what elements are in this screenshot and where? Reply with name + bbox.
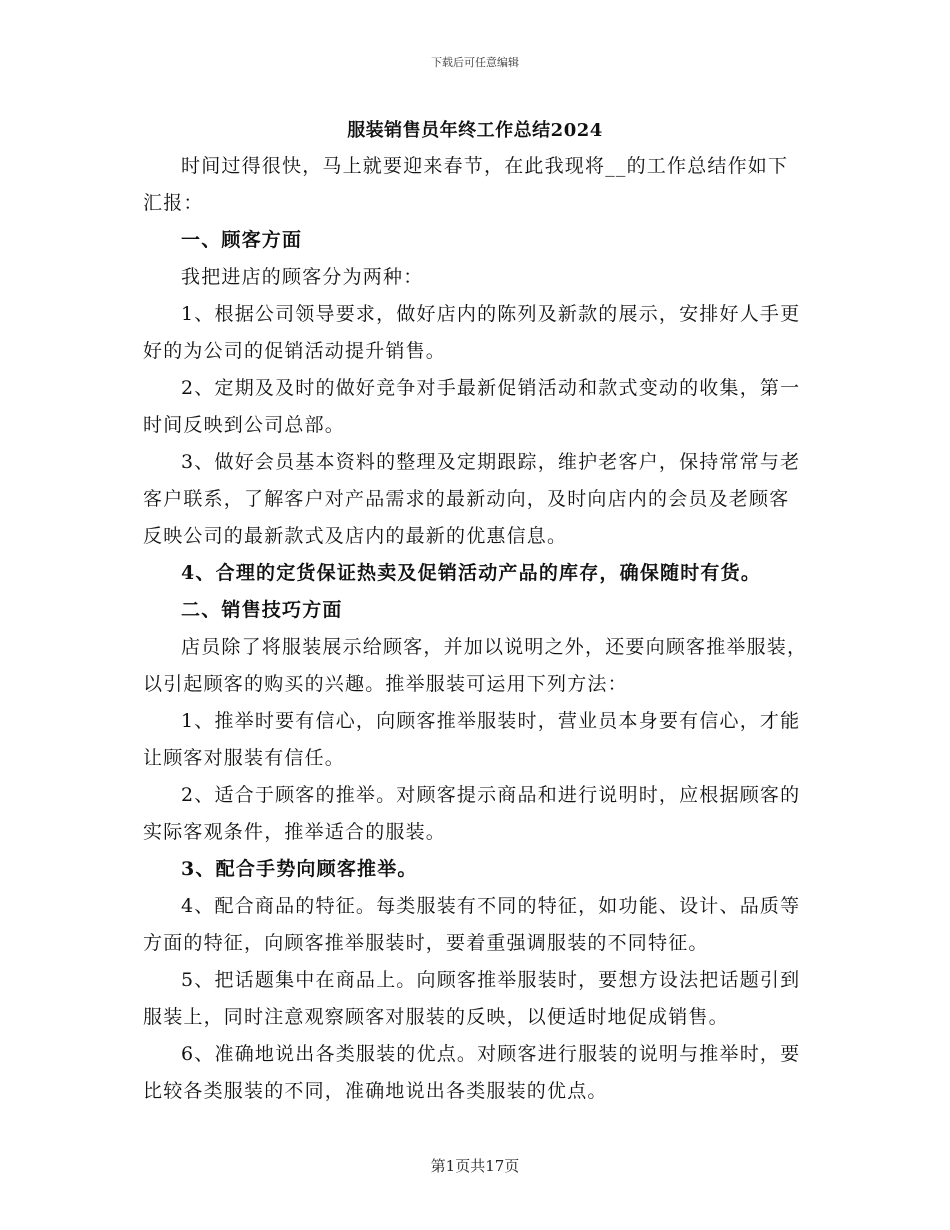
- list-item: 2、适合于顾客的推举。对顾客提示商品和进行说明时，应根据顾客的实际客观条件，推举适合的服装。: [143, 784, 801, 843]
- list-item: 1、推举时要有信心，向顾客推举服装时，营业员本身要有信心，才能让顾客对服装有信任。: [143, 710, 801, 769]
- list-item: 2、定期及及时的做好竞争对手最新促销活动和款式变动的收集，第一时间反映到公司总部。: [143, 377, 801, 436]
- section-heading: 二、销售技巧方面: [181, 599, 343, 621]
- list-item: 3、做好会员基本资料的整理及定期跟踪，维护老客户，保持常常与老客户联系，了解客户对产品需求的最新动向，及时向店内的会员及老顾客反映公司的最新款式及店内的最新的优惠信息。: [143, 451, 801, 547]
- list-item-bold: 4、合理的定货保证热卖及促销活动产品的库存，确保随时有货。: [181, 562, 762, 584]
- paragraph: 时间过得很快，马上就要迎来春节，在此我现将__的工作总结作如下汇报：: [143, 155, 789, 214]
- list-item-bold: 3、配合手势向顾客推举。: [181, 858, 418, 880]
- list-item: 4、配合商品的特征。每类服装有不同的特征，如功能、设计、品质等方面的特征，向顾客推举服装时，要着重强调服装的不同特征。: [143, 895, 801, 954]
- section-heading: 一、顾客方面: [181, 229, 303, 251]
- list-item: 5、把话题集中在商品上。向顾客推举服装时，要想方设法把话题引到服装上，同时注意观察顾客对服装的反映，以便适时地促成销售。: [143, 969, 801, 1028]
- paragraph: 店员除了将服装展示给顾客，并加以说明之外，还要向顾客推举服装，以引起顾客的购买的兴趣。推举服装可运用下列方法：: [143, 636, 808, 695]
- header-note: 下载后可任意编辑: [431, 56, 519, 69]
- list-item: 1、根据公司领导要求，做好店内的陈列及新款的展示，安排好人手更好的为公司的促销活动提升销售。: [143, 303, 801, 362]
- document-title: 服装销售员年终工作总结2024: [347, 120, 603, 141]
- list-item: 6、准确地说出各类服装的优点。对顾客进行服装的说明与推举时，要比较各类服装的不同，准确地说出各类服装的优点。: [143, 1043, 801, 1102]
- page-number: 第1页共17页: [430, 1157, 520, 1175]
- paragraph: 我把进店的顾客分为两种：: [181, 266, 424, 288]
- document-body: [143, 148, 808, 1110]
